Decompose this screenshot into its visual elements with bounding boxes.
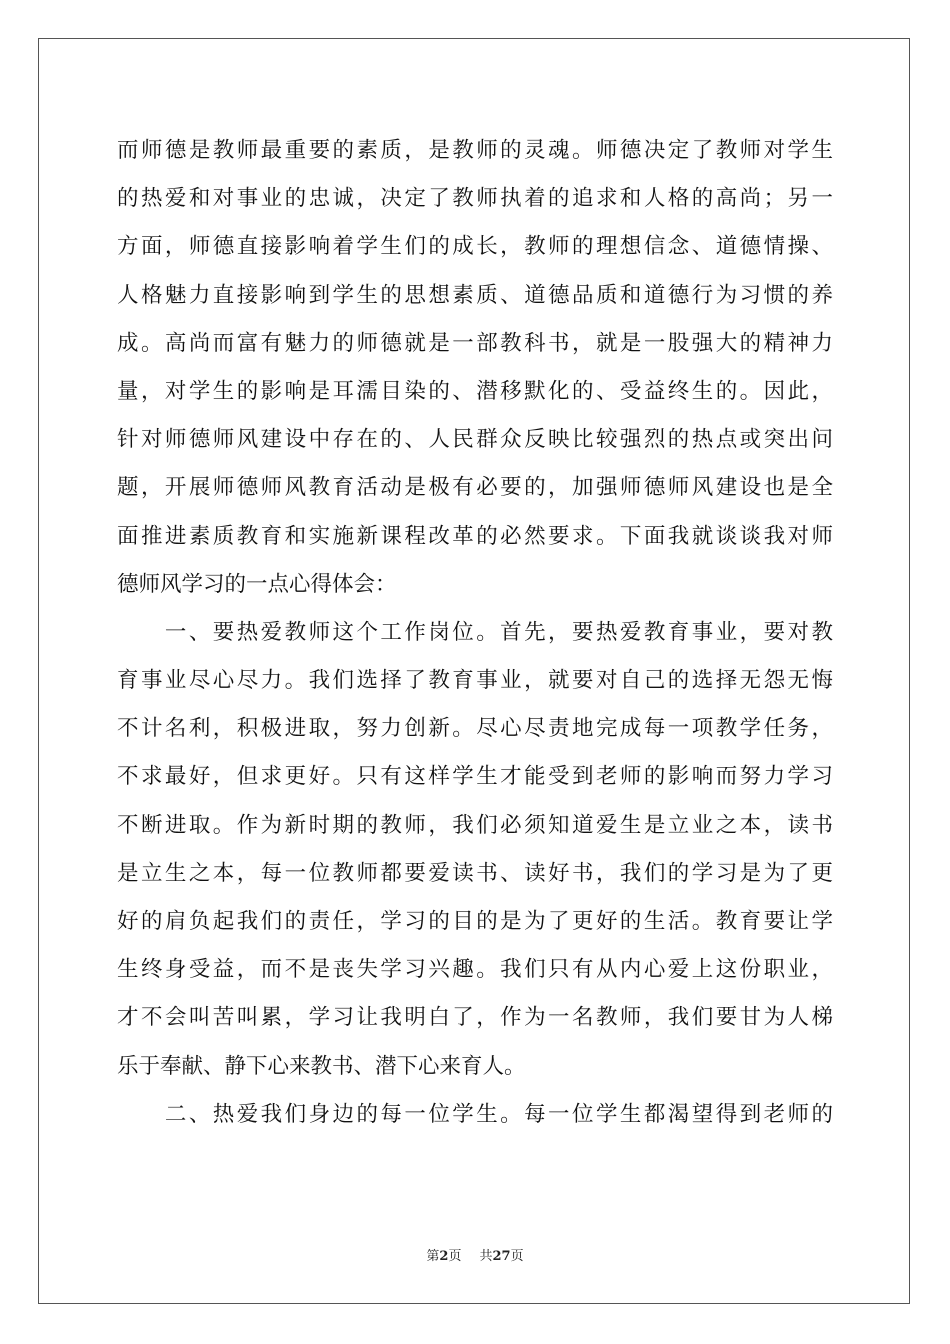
total-suffix: 页 [510,1249,524,1264]
text-line: 是立生之本，每一位教师都要爱读书、读好书，我们的学习是为了更 [117,860,833,886]
text-line: 不计名利，积极进取，努力创新。尽心尽责地完成每一项教学任务， [117,716,833,742]
text-line: 针对师德师风建设中存在的、人民群众反映比较强烈的热点或突出问 [117,427,833,453]
text-line: 成。高尚而富有魅力的师德就是一部教科书，就是一股强大的精神力 [117,330,833,356]
page-prefix: 第 [426,1249,440,1264]
text-line: 而师德是教师最重要的素质，是教师的灵魂。师德决定了教师对学生 [117,138,833,163]
text-line: 不求最好，但求更好。只有这样学生才能受到老师的影响而努力学习 [117,764,833,790]
text-line: 题，开展师德师风教育活动是极有必要的，加强师德师风建设也是全 [117,475,833,501]
text-line: 方面，师德直接影响着学生们的成长，教师的理想信念、道德情操、 [117,234,833,260]
text-line: 好的肩负起我们的责任，学习的目的是为了更好的生活。教育要让学 [117,909,833,934]
page-suffix: 页 [448,1249,462,1264]
text-line: 二、热爱我们身边的每一位学生。每一位学生都渴望得到老师的 [117,1101,833,1127]
text-line: 一、要热爱教师这个工作岗位。首先，要热爱教育事业，要对教 [117,619,833,645]
total-prefix: 共 [479,1249,493,1264]
page-footer [0,1245,950,1264]
text-line: 生终身受益，而不是丧失学习兴趣。我们只有从内心爱上这份职业， [117,957,833,983]
text-line: 不断进取。作为新时期的教师，我们必须知道爱生是立业之本，读书 [117,812,833,838]
text-line: 人格魅力直接影响到学生的思想素质、道德品质和道德行为习惯的养 [117,282,833,308]
text-line: 乐于奉献、静下心来教书、潜下心来育人。 [117,1053,526,1079]
text-line: 才不会叫苦叫累，学习让我明白了，作为一名教师，我们要甘为人梯 [117,1005,833,1031]
total-pages: 27 [492,1249,511,1264]
text-line: 德师风学习的一点心得体会： [117,571,397,597]
text-line: 育事业尽心尽力。我们选择了教育事业，就要对自己的选择无怨无悔 [117,668,833,694]
page-number: 2 [439,1249,449,1264]
text-line: 量，对学生的影响是耳濡目染的、潜移默化的、受益终生的。因此， [117,378,833,404]
text-line: 面推进素质教育和实施新课程改革的必然要求。下面我就谈谈我对师 [117,523,833,549]
document-body [117,127,833,1139]
text-line: 的热爱和对事业的忠诚，决定了教师执着的追求和人格的高尚；另一 [117,186,833,212]
